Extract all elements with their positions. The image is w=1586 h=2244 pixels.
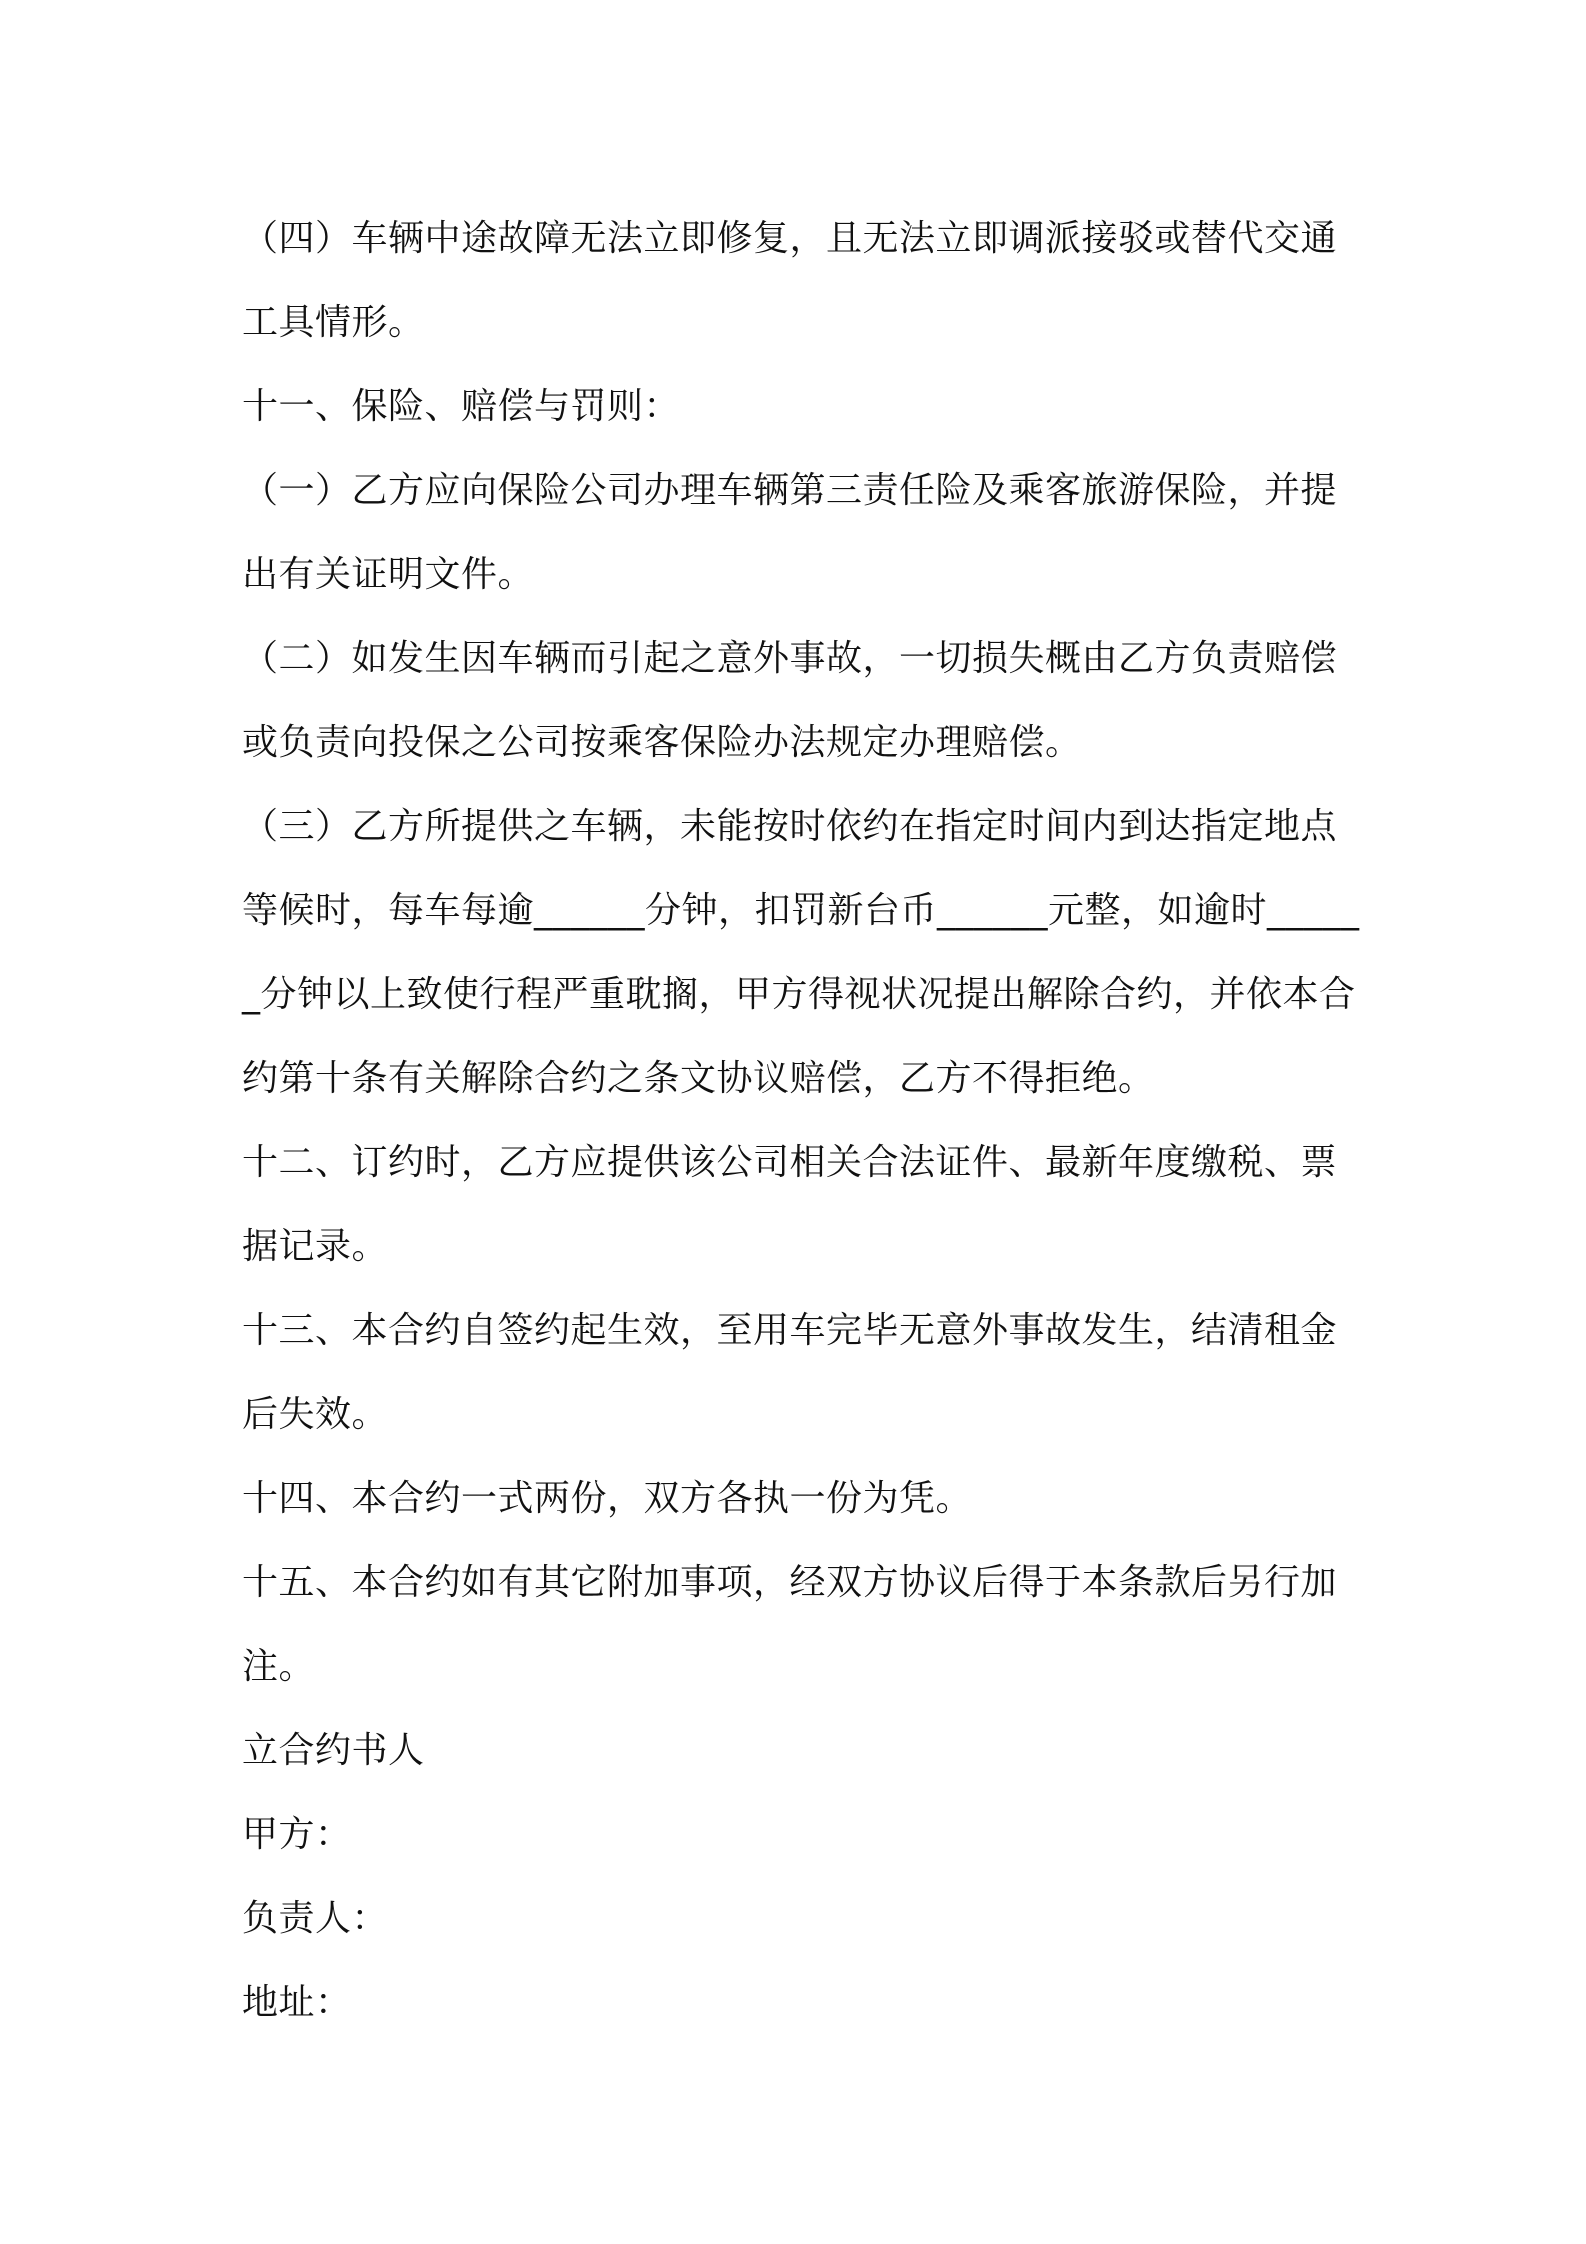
signatories-heading: 立合约书人	[242, 1730, 425, 1771]
party-a-label: 甲方：	[242, 1814, 352, 1855]
section-11-heading: 十一、保险、赔偿与罚则：	[242, 386, 681, 427]
address-label: 地址：	[242, 1982, 352, 2023]
section-12-documents: 十二、订约时，乙方应提供该公司相关合法证件、最新年度缴税、票据记录。	[242, 1142, 1338, 1267]
document-body	[242, 197, 1362, 2045]
section-13-effective-period: 十三、本合约自签约起生效，至用车完毕无意外事故发生，结清租金后失效。	[242, 1310, 1338, 1435]
clause-11-2-accident-compensation: （二）如发生因车辆而引起之意外事故，一切损失概由乙方负责赔偿或负责向投保之公司按乘客保险办法规定办理赔偿。	[242, 638, 1338, 763]
section-15-additional-terms: 十五、本合约如有其它附加事项，经双方协议后得于本条款后另行加注。	[242, 1562, 1338, 1687]
clause-11-3-late-penalty: （三）乙方所提供之车辆，未能按时依约在指定时间内到达指定地点等候时，每车每逾______分钟，扣罚新台币______元整，如逾时______分钟以上致使行程严重耽搁，甲方得视状况提出解除合约，并依本合约第十条有关解除合约之条文协议赔偿，乙方不得拒绝。	[242, 806, 1360, 1099]
clause-4-vehicle-breakdown: （四）车辆中途故障无法立即修复，且无法立即调派接驳或替代交通工具情形。	[242, 218, 1338, 343]
responsible-person-label: 负责人：	[242, 1898, 389, 1939]
section-14-copies: 十四、本合约一式两份，双方各执一份为凭。	[242, 1478, 973, 1519]
clause-11-1-insurance: （一）乙方应向保险公司办理车辆第三责任险及乘客旅游保险，并提出有关证明文件。	[242, 470, 1338, 595]
